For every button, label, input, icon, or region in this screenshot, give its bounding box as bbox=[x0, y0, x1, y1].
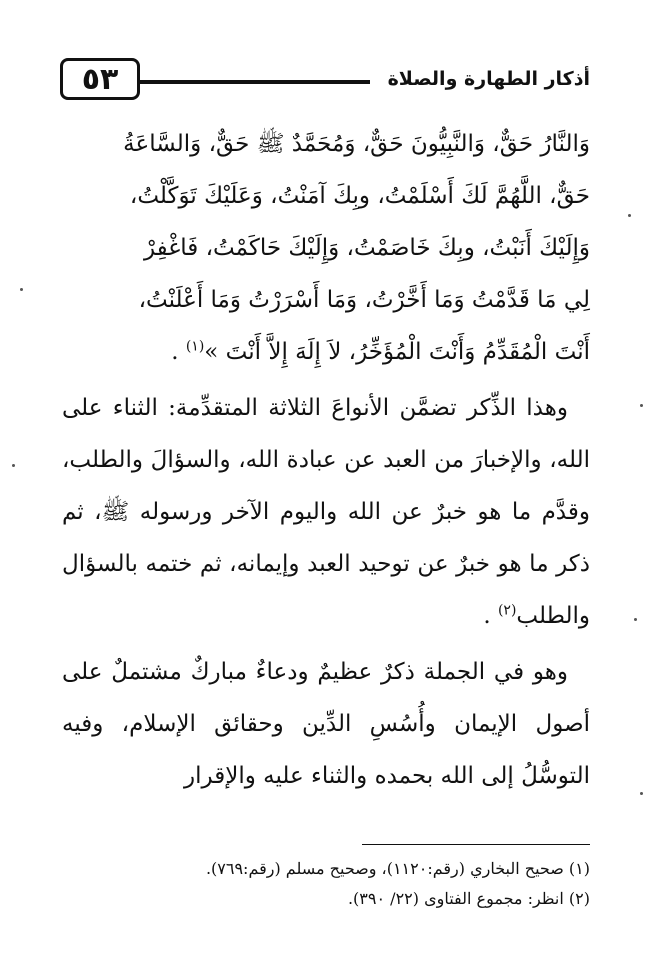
footnote-1: (١) صحيح البخاري (رقم:١١٢٠)، وصحيح مسلم (رقم:٧٦٩). bbox=[205, 859, 590, 878]
footnote-ref-1: (١) bbox=[185, 338, 205, 355]
footnote-rule bbox=[362, 844, 590, 845]
prayer-line: وَالنَّارُ حَقٌّ، وَالنَّبِيُّونَ حَقٌّ، وَمُحَمَّدٌ ﷺ حَقٌّ، وَالسَّاعَةُ bbox=[123, 131, 590, 157]
footnotes bbox=[62, 854, 590, 914]
page-number: ٥٣ bbox=[60, 58, 140, 100]
paragraph-2-end: . bbox=[483, 603, 498, 629]
page-header bbox=[60, 58, 590, 106]
header-rule bbox=[140, 80, 370, 84]
scan-mark bbox=[640, 404, 643, 407]
prayer-line-text: أَنْتَ الْمُقَدِّمُ وَأَنْتَ الْمُؤَخِّرُ، لاَ إِلَهَ إِلاَّ أَنْتَ » bbox=[204, 339, 590, 365]
prayer-line: حَقٌّ، اللَّهُمَّ لَكَ أَسْلَمْتُ، وبِكَ آمَنْتُ، وَعَلَيْكَ تَوَكَّلْتُ، bbox=[129, 183, 590, 209]
scan-mark bbox=[634, 618, 637, 621]
scan-mark bbox=[12, 464, 15, 467]
scan-mark bbox=[628, 214, 631, 217]
paragraph-3: وهو في الجملة ذكرٌ عظيمٌ ودعاءٌ مباركٌ مشتملٌ على أصول الإيمان وأُسُسِ الدِّين وحقائق الإسلام، وفيه التوسُّلُ إلى الله بحمده والثناء عليه والإقرار bbox=[62, 659, 590, 789]
prayer-end: . bbox=[171, 339, 186, 365]
running-title: أذكار الطهارة والصلاة bbox=[387, 68, 590, 90]
scan-mark bbox=[640, 792, 643, 795]
prayer-text bbox=[62, 118, 590, 378]
prayer-line: لِي مَا قَدَّمْتُ وَمَا أَخَّرْتُ، وَمَا أَسْرَرْتُ وَمَا أَعْلَنْتُ، bbox=[138, 287, 590, 313]
prayer-line: وَإِلَيْكَ أَنَبْتُ، وبِكَ خَاصَمْتُ، وَإِلَيْكَ حَاكَمْتُ، فَاغْفِرْ bbox=[143, 235, 590, 261]
body-text bbox=[62, 118, 590, 802]
footnote-2: (٢) انظر: مجموع الفتاوى (٢٢/ ٣٩٠). bbox=[347, 889, 590, 908]
scan-mark bbox=[20, 288, 23, 291]
paragraph-2 bbox=[62, 382, 590, 642]
prayer-line bbox=[62, 326, 590, 378]
paragraph-2-text: وهذا الذِّكر تضمَّن الأنواعَ الثلاثة المتقدِّمة: الثناء على الله، والإخبارَ من العبد عن عبادة الله، والسؤالَ والطلب، وقدَّم ما هو خبرٌ عن الله واليوم الآخر ورسوله ﷺ، ثم ذكر ما هو خبرٌ عن توحيد العبد وإيمانه، ثم ختمه بالسؤال والطلب bbox=[62, 395, 590, 629]
footnote-ref-2: (٢) bbox=[497, 602, 517, 619]
